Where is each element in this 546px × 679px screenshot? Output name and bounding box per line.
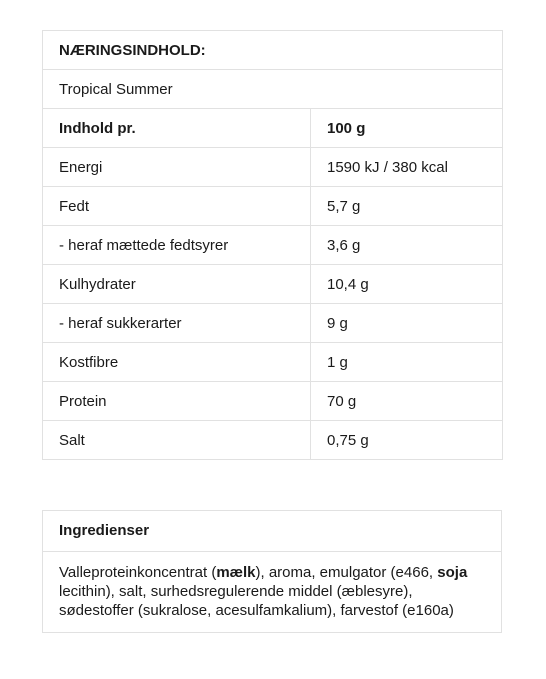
nutrient-label: Kulhydrater [43, 265, 311, 304]
ingredients-title: Ingredienser [43, 511, 501, 552]
header-label: Indhold pr. [43, 109, 311, 148]
nutrition-header-row [43, 109, 503, 148]
table-row [43, 304, 503, 343]
ingredients-box [42, 510, 502, 633]
nutrition-table [42, 30, 503, 460]
table-row [43, 421, 503, 460]
nutrient-value: 1 g [311, 343, 503, 382]
nutrient-label: Energi [43, 148, 311, 187]
nutrient-label: Protein [43, 382, 311, 421]
nutrient-value: 5,7 g [311, 187, 503, 226]
table-row [43, 343, 503, 382]
nutrient-value: 1590 kJ / 380 kcal [311, 148, 503, 187]
nutrient-value: 9 g [311, 304, 503, 343]
nutrition-title-row [43, 31, 503, 70]
product-name-row [43, 70, 503, 109]
table-row [43, 148, 503, 187]
nutrient-label: - heraf sukkerarter [43, 304, 311, 343]
table-row [43, 265, 503, 304]
allergen-milk: mælk [216, 564, 256, 581]
nutrient-value: 0,75 g [311, 421, 503, 460]
table-row [43, 187, 503, 226]
nutrient-value: 70 g [311, 382, 503, 421]
ingredients-text-part: lecithin), salt, surhedsregulerende middel (æblesyre), sødestoffer (sukralose, acesulfamkalium), farvestof (e160a) [59, 583, 454, 619]
ingredients-text [43, 552, 501, 632]
table-row [43, 382, 503, 421]
nutrient-label: Salt [43, 421, 311, 460]
nutrient-label: Kostfibre [43, 343, 311, 382]
header-value: 100 g [311, 109, 503, 148]
nutrition-title: NÆRINGSINDHOLD: [43, 31, 503, 70]
table-row [43, 226, 503, 265]
nutrient-label: Fedt [43, 187, 311, 226]
ingredients-text-part: ), aroma, emulgator (e466, [255, 564, 438, 581]
nutrient-value: 10,4 g [311, 265, 503, 304]
allergen-soy: soja [437, 564, 468, 581]
nutrient-value: 3,6 g [311, 226, 503, 265]
ingredients-text-part: Valleproteinkoncentrat ( [59, 564, 217, 581]
product-name: Tropical Summer [43, 70, 503, 109]
nutrient-label: - heraf mættede fedtsyrer [43, 226, 311, 265]
